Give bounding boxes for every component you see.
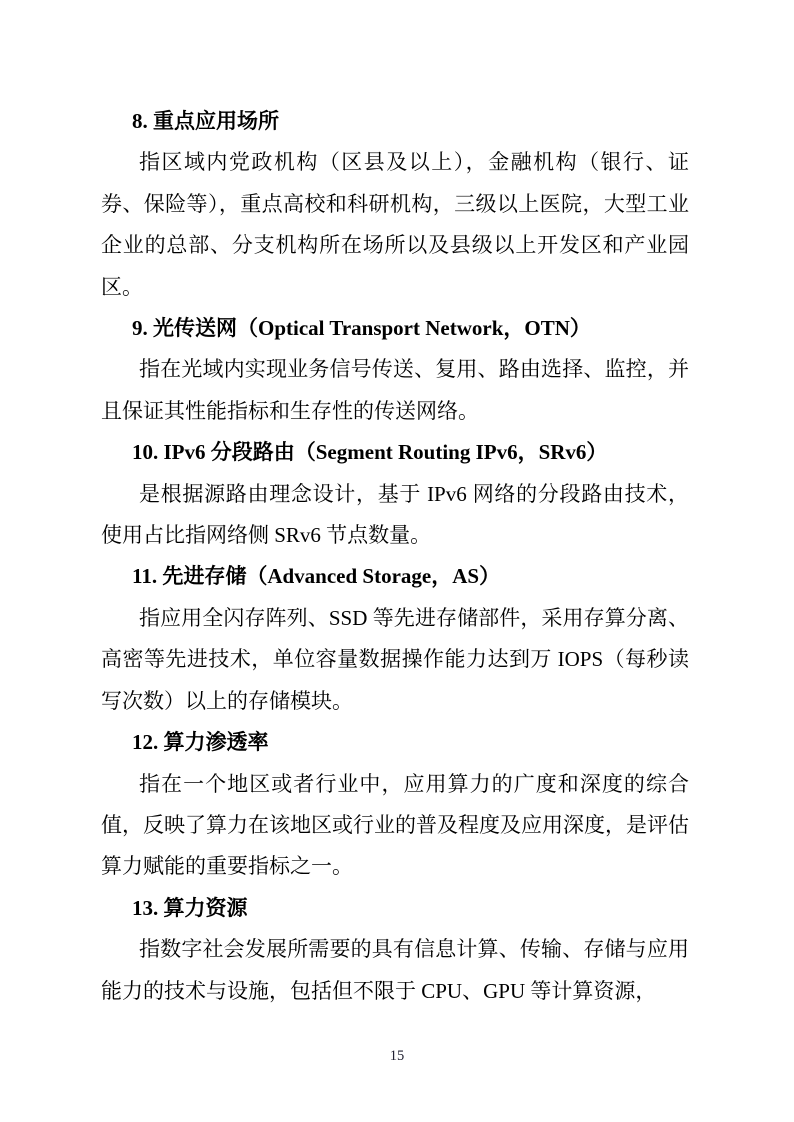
section-paragraph: 指应用全闪存阵列、SSD 等先进存储部件，采用存算分离、高密等先进技术，单位容量数据操作能力达到万 IOPS（每秒读写次数）以上的存储模块。 (101, 605, 689, 713)
section-paragraph: 指在一个地区或者行业中，应用算力的广度和深度的综合值，反映了算力在该地区或行业的普及程度及应用深度，是评估算力赋能的重要指标之一。 (101, 771, 689, 879)
section-heading: 11. 先进存储（Advanced Storage，AS） (132, 564, 501, 589)
section-heading: 9. 光传送网（Optical Transport Network，OTN） (132, 316, 591, 341)
page-number: 15 (389, 1048, 405, 1064)
section-paragraph: 指区域内党政机构（区县及以上），金融机构（银行、证券、保险等），重点高校和科研机构，三级以上医院，大型工业企业的总部、分支机构所在场所以及县级以上开发区和产业园区。 (101, 150, 689, 299)
page-footer (0, 1046, 794, 1066)
section-heading: 10. IPv6 分段路由（Segment Routing IPv6，SRv6） (132, 440, 608, 465)
section-heading: 12. 算力渗透率 (132, 730, 269, 755)
section-paragraph: 是根据源路由理念设计，基于 IPv6 网络的分段路由技术，使用占比指网络侧 SRv6 节点数量。 (101, 481, 689, 548)
section-paragraph: 指数字社会发展所需要的具有信息计算、传输、存储与应用能力的技术与设施，包括但不限于 CPU、GPU 等计算资源， (101, 937, 689, 1003)
document-body (101, 101, 689, 1012)
section-heading: 8. 重点应用场所 (132, 109, 279, 133)
section-paragraph: 指在光域内实现业务信号传送、复用、路由选择、监控，并且保证其性能指标和生存性的传送网络。 (101, 357, 689, 423)
section-heading: 13. 算力资源 (132, 895, 248, 920)
